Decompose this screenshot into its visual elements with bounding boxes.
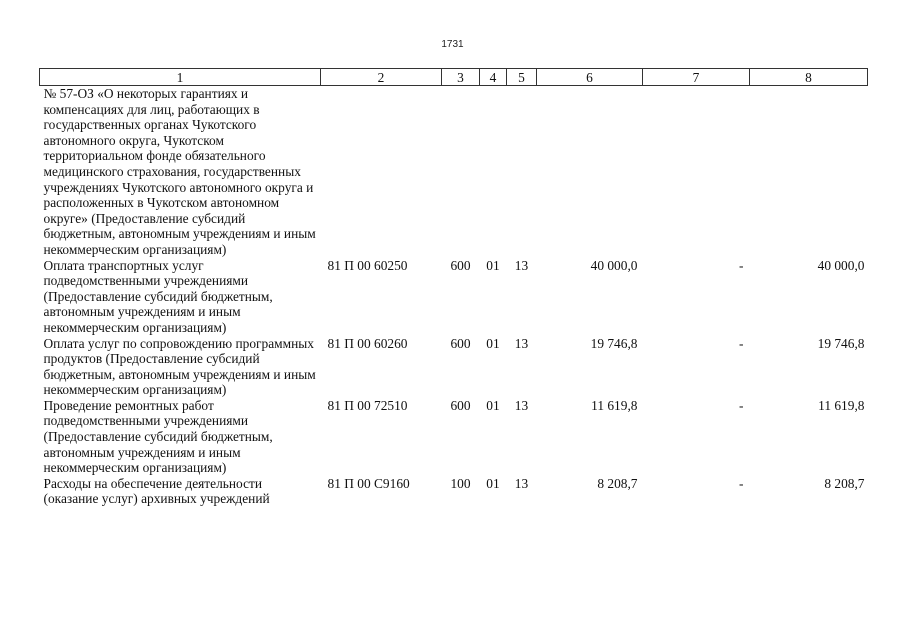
row-col5: 13 bbox=[514, 257, 529, 273]
page-number: 1731 bbox=[441, 39, 464, 50]
row-name: Проведение ремонтных работ подведомственными учреждениями (Предоставление субсидий бюджетным, автономным учреждениям и иным некоммерческим организациям) bbox=[43, 397, 273, 476]
column-header-1: 1 bbox=[40, 69, 321, 86]
row-name: Расходы на обеспечение деятельности (оказание услуг) архивных учреждений bbox=[43, 475, 270, 507]
table-row bbox=[40, 476, 868, 507]
row-col3: 600 bbox=[450, 397, 471, 413]
column-header-4: 4 bbox=[480, 69, 507, 86]
row-col7: - bbox=[739, 397, 744, 413]
column-header-7: 7 bbox=[643, 69, 750, 86]
column-header-8: 8 bbox=[750, 69, 868, 86]
row-col5: 13 bbox=[514, 475, 529, 491]
row-col6 bbox=[537, 86, 643, 258]
column-header-6: 6 bbox=[537, 69, 643, 86]
row-name: Оплата транспортных услуг подведомственными учреждениями (Предоставление субсидий бюджетным, автономным учреждениям и иным некоммерческим организациям) bbox=[43, 257, 273, 335]
row-col5: 13 bbox=[514, 335, 529, 351]
row-col4: 01 bbox=[486, 257, 500, 273]
row-col5 bbox=[507, 86, 537, 258]
row-col6: 19 746,8 bbox=[590, 335, 638, 351]
row-col3: 100 bbox=[450, 475, 471, 491]
row-col8 bbox=[750, 86, 868, 258]
column-header-2: 2 bbox=[321, 69, 442, 86]
row-col6: 11 619,8 bbox=[591, 397, 638, 413]
row-col5: 13 bbox=[514, 397, 529, 413]
row-col4: 01 bbox=[486, 475, 500, 491]
row-code bbox=[321, 86, 442, 258]
row-col8: 8 208,7 bbox=[824, 475, 865, 491]
row-col8: 19 746,8 bbox=[817, 335, 865, 351]
row-col8: 11 619,8 bbox=[818, 397, 865, 413]
budget-table bbox=[39, 68, 868, 507]
column-header-3: 3 bbox=[442, 69, 480, 86]
row-col7: - bbox=[739, 257, 744, 273]
row-col7: - bbox=[739, 335, 744, 351]
table-row bbox=[40, 86, 868, 258]
row-col7 bbox=[643, 86, 750, 258]
row-code: 81 П 00 С9160 bbox=[327, 475, 410, 491]
table-row bbox=[40, 398, 868, 476]
row-code: 81 П 00 60250 bbox=[327, 257, 408, 273]
row-name: Оплата услуг по сопровождению программных продуктов (Предоставление субсидий бюджетным, автономным учреждениям и иным некоммерческим организациям) bbox=[43, 335, 316, 398]
row-col4: 01 bbox=[486, 335, 500, 351]
row-col4 bbox=[480, 86, 507, 258]
row-code: 81 П 00 72510 bbox=[327, 397, 408, 413]
row-col7: - bbox=[739, 475, 744, 491]
row-col3: 600 bbox=[450, 335, 471, 351]
column-number-header-row bbox=[40, 69, 868, 86]
row-col6: 40 000,0 bbox=[590, 257, 638, 273]
row-col3: 600 bbox=[450, 257, 471, 273]
row-col8: 40 000,0 bbox=[817, 257, 865, 273]
column-header-5: 5 bbox=[507, 69, 537, 86]
row-col6: 8 208,7 bbox=[597, 475, 638, 491]
table-row bbox=[40, 258, 868, 336]
row-col3 bbox=[442, 86, 480, 258]
table-row bbox=[40, 336, 868, 398]
row-col4: 01 bbox=[486, 397, 500, 413]
row-code: 81 П 00 60260 bbox=[327, 335, 408, 351]
row-name: № 57-ОЗ «О некоторых гарантиях и компенсациях для лиц, работающих в государственных органах Чукотского автономного округа, Чукотском территориальном фонде обязательного медицинского страхования, государственных учреждениях Чукотского автономного округа и расположенных в Чукотском автономном округе» (Предоставление субсидий бюджетным, автономным учреждениям и иным некоммерческим организациям) bbox=[43, 86, 316, 257]
